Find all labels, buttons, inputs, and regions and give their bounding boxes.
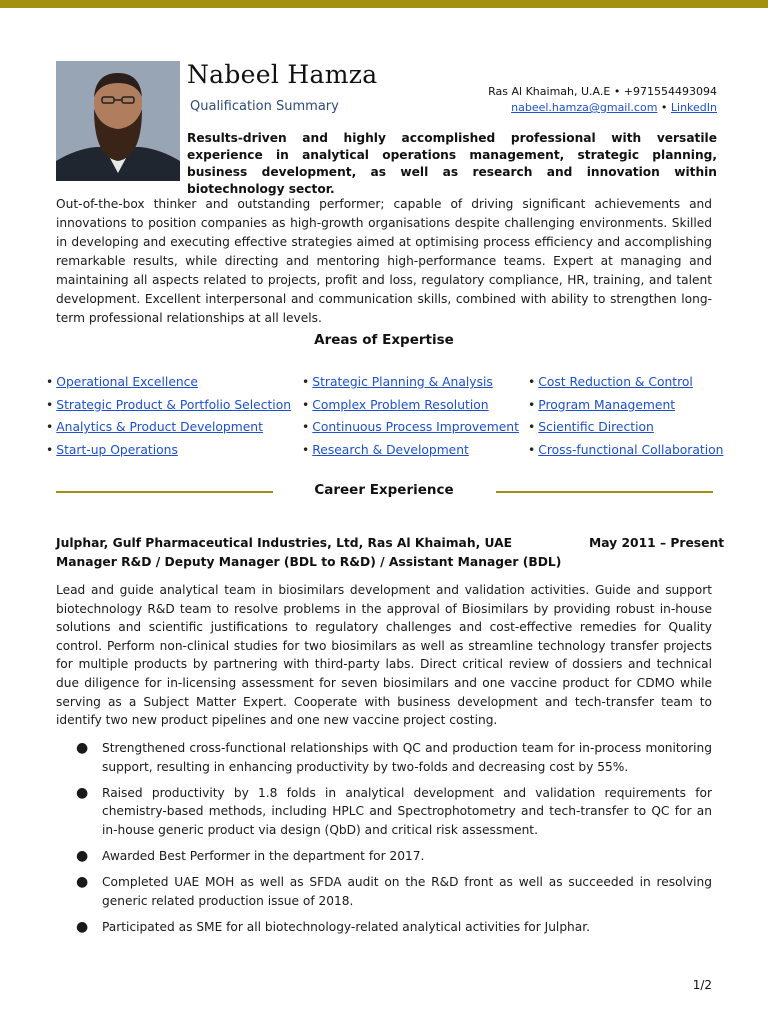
list-item (56, 873, 712, 910)
achievement-text: Completed UAE MOH as well as SFDA audit on the R&D front as well as succeeded in resolving generic related production issue of 2018. (102, 875, 712, 908)
expertise-item: • Strategic Planning & Analysis (302, 375, 493, 389)
bullet-icon: ● (76, 918, 89, 935)
expertise-item: • Continuous Process Improvement (302, 420, 519, 434)
bullet-icon: ● (76, 740, 89, 756)
top-accent-bar (0, 0, 768, 8)
bullet-icon: ● (76, 784, 89, 801)
contact-block (488, 84, 717, 116)
linkedin-link[interactable]: LinkedIn (670, 101, 717, 114)
expertise-column-2 (302, 371, 519, 461)
achievement-text: Raised productivity by 1.8 folds in analytical development and validation requirements for chemistry-based methods, including HPLC and Spectrophotometry and tech-transfer to QC for an in-house generic product via design (QbD) and critical risk assessment. (102, 785, 712, 837)
expertise-item: • Start-up Operations (46, 442, 178, 457)
candidate-name: Nabeel Hamza (187, 60, 378, 89)
location-phone: Ras Al Khaimah, U.A.E • +971554493094 (488, 85, 717, 98)
job-description: Lead and guide analytical team in biosimilars development and validation activities. Guide and support biotechnology R&D team to resolve problems in the approval of Biosimilars by providing robust in-house solutions and scientific justifications to regulatory challenges and cost-effective remedies for Quality control. Perform non-clinical studies for two biosimilars as well as streamline technology transfer projects for multiple products by partnering with third-party labs. Direct critical review of dossiers and technical due diligence for in-licensing assessment for seven biosimilars and one vaccine product for CDMO while serving as a Subject Matter Expert. Cooperate with business development and tech-transfer team to identify two new product pipelines and one new vaccine project costing. (56, 583, 712, 728)
list-item (56, 784, 712, 840)
expertise-link[interactable]: Strategic Product & Portfolio Selection (56, 397, 292, 412)
expertise-item: • Cost Reduction & Control (528, 375, 693, 389)
list-item (56, 739, 712, 776)
expertise-link[interactable]: Cost Reduction & Control (538, 375, 693, 389)
list-item (56, 847, 712, 866)
expertise-column-3 (528, 371, 723, 461)
expertise-column-1 (46, 371, 291, 461)
expertise-item: • Research & Development (302, 442, 469, 457)
contact-links (488, 100, 717, 116)
expertise-link[interactable]: Scientific Direction (538, 420, 654, 434)
expertise-item: • Program Management (528, 397, 676, 412)
expertise-link[interactable]: Strategic Planning & Analysis (312, 375, 493, 389)
achievement-text: Participated as SME for all biotechnology-related analytical activities for Julphar. (102, 919, 591, 934)
summary-paragraph: Out-of-the-box thinker and outstanding performer; capable of driving significant achievements and innovations to position companies as high-growth organisations despite challenging environments. Skilled in developing and executing effective strategies aimed at optimising process efficiency and accomplishing remarkable results, while directing and mentoring high-performance teams. Expert at managing and maintaining all aspects related to projects, profit and loss, regulatory compliance, HR, training, and talent development. Excellent interpersonal and communication skills, combined with ability to strengthen long-term professional relationships at all levels. (56, 197, 712, 325)
email-link[interactable]: nabeel.hamza@gmail.com (511, 101, 658, 114)
intro-statement: Results-driven and highly accomplished professional with versatile experience in analytical operations management, strategic planning, business development, as well as research and innovation within biotechnology sector. (187, 131, 717, 196)
bullet-icon: ● (76, 874, 89, 891)
profile-photo (56, 61, 180, 181)
expertise-link[interactable]: Program Management (538, 397, 676, 412)
expertise-item: • Analytics & Product Development (46, 420, 263, 434)
document-subtitle: Qualification Summary (190, 99, 339, 114)
achievement-text: Awarded Best Performer in the department for 2017. (102, 848, 425, 863)
expertise-item: • Scientific Direction (528, 420, 654, 434)
company-name: Julphar, Gulf Pharmaceutical Industries, Ltd, Ras Al Khaimah, UAE (56, 536, 513, 550)
expertise-link[interactable]: Operational Excellence (56, 375, 198, 389)
expertise-link[interactable]: Continuous Process Improvement (312, 420, 519, 434)
expertise-link[interactable]: Start-up Operations (56, 442, 178, 457)
expertise-item: • Cross-functional Collaboration (528, 442, 724, 457)
expertise-link[interactable]: Complex Problem Resolution (312, 397, 489, 412)
job-title: Manager R&D / Deputy Manager (BDL to R&D) / Assistant Manager (BDL) (56, 555, 562, 569)
expertise-link[interactable]: Cross-functional Collaboration (538, 442, 724, 457)
career-heading: Career Experience (314, 482, 454, 498)
achievement-list (56, 739, 712, 944)
list-item (56, 918, 712, 937)
profile-photo-illustration (56, 61, 180, 181)
expertise-link[interactable]: Research & Development (312, 442, 469, 457)
expertise-item: • Complex Problem Resolution (302, 397, 489, 412)
job-dates: May 2011 – Present (589, 536, 725, 550)
section-divider-right (496, 491, 713, 493)
expertise-item: • Strategic Product & Portfolio Selection (46, 397, 292, 412)
expertise-link[interactable]: Analytics & Product Development (56, 420, 263, 434)
page-number: 1/2 (692, 978, 712, 992)
expertise-heading: Areas of Expertise (314, 332, 454, 348)
expertise-item: • Operational Excellence (46, 375, 198, 389)
contact-separator: • (657, 101, 671, 114)
bullet-icon: ● (76, 847, 89, 864)
achievement-text: Strengthened cross-functional relationships with QC and production team for in-process monitoring support, resulting in enhancing productivity by two-folds and decreasing cost by 55%. (102, 741, 712, 774)
